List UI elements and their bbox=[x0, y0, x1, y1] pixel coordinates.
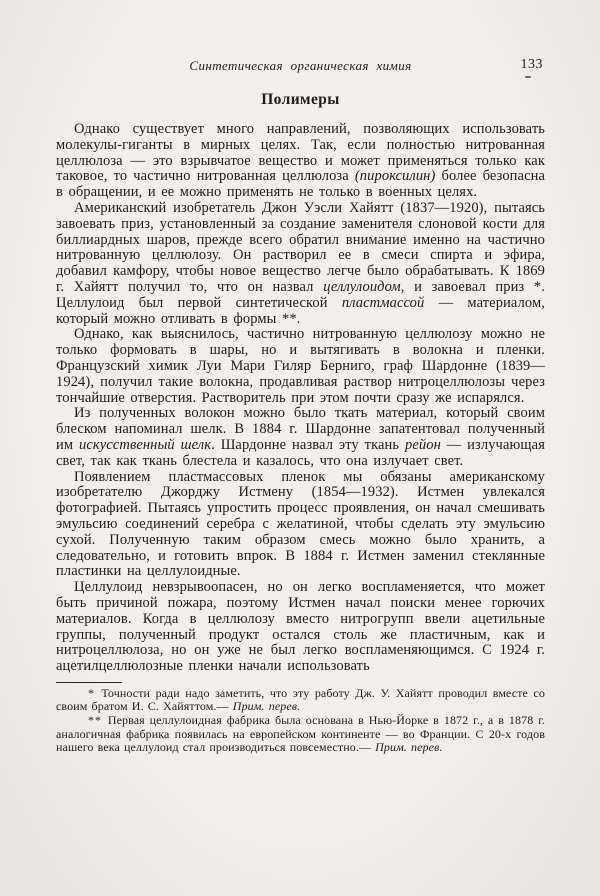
footnote-separator bbox=[56, 682, 122, 683]
text-run: Целлулоид невзрывоопасен, но он легко воспламеняется, что может быть причиной пожара, поэтому Истмен начал поиски менее горючих материалов. Когда в целлюлозу вместо нитрогрупп ввели ацетильные группы, полученный продукт остался столь же пластичным, как и нитроцеллюлоза, но он уже не был легко воспламеняющимся. С 1924 г. ацетилцеллюлозные пленки начали использовать bbox=[56, 579, 545, 675]
footnote-marker: ** bbox=[88, 713, 108, 728]
running-title: Синтетическая органическая химия bbox=[189, 58, 412, 73]
text-run: Из полученных волокон можно было ткать материал, который своим блеском напоминал шелк. В 1884 г. Шардонне запатентовал полученный им bbox=[56, 405, 545, 453]
text-run: более безопасна в обращении, и ее можно применять не только в военных целях. bbox=[56, 168, 545, 201]
paragraphs bbox=[56, 122, 545, 675]
page-number: 133 bbox=[520, 57, 543, 72]
text-run: (пироксилин) bbox=[354, 168, 436, 185]
text-run: — материалом, который можно отливать в формы **. bbox=[56, 294, 545, 327]
text-run: Американский изобретатель Джон Уэсли Хайятт (1837—1920), пытаясь завоевать приз, установленный за создание заменителя слоновой кости для биллиардных шаров, прежде всего обратил внимание именно на частично нитрованную целлюлозу. Он растворил ее в смеси спирта и эфира, добавил камфору, чтобы новое вещество легче было обрабатывать. К 1869 г. Хайятт получил то, что он назвал bbox=[56, 199, 545, 295]
footnote bbox=[56, 687, 545, 714]
page-content bbox=[56, 58, 545, 755]
paragraph bbox=[56, 201, 545, 327]
paragraph bbox=[56, 470, 545, 581]
text-run: целлулоидом bbox=[323, 278, 401, 295]
text-run: . Шардонне назвал эту ткань bbox=[211, 436, 405, 453]
text-run: рейон bbox=[404, 436, 441, 453]
text-run: Прим. перев. bbox=[375, 740, 443, 755]
footnotes bbox=[56, 687, 545, 755]
text-run: искусственный шелк bbox=[79, 436, 212, 453]
section-title: Полимеры bbox=[261, 91, 340, 108]
scan-artifact bbox=[525, 76, 531, 78]
text-run: Первая целлулоидная фабрика была основана в Нью-Йорке в 1872 г., а в 1878 г. аналогичная фабрика появилась на европейском континенте — во Франции. С 20-х годов нашего века целлулоид стал производиться повсеместно.— bbox=[56, 713, 545, 755]
text-run: Однако, как выяснилось, частично нитрованную целлюлозу можно не только формовать в шары, но и вытягивать в волокна и пленки. Французский химик Луи Мари Гиляр Берниго, граф Шардонне (1839—1924), получил такие волокна, продавливая раствор нитроцеллюлозы через тончайшие отверстия. Растворитель при этом почти сразу же испарялся. bbox=[56, 326, 545, 406]
text-run: , и завоевал приз *. Целлулоид был первой синтетической bbox=[56, 278, 546, 311]
text-run: — излучающая свет, так как ткань блестела и казалось, что она излучает свет. bbox=[56, 436, 545, 469]
text-run: Однако существует много направлений, позволяющих использовать молекулы-гиганты в мирных целях. Так, если полностью нитрованная целлюлоза — это взрывчатое вещество и может применяться только как таковое, то частично нитрованная целлюлоза bbox=[56, 121, 545, 185]
footnote-marker: * bbox=[88, 685, 102, 700]
paragraph bbox=[56, 122, 545, 201]
footnote bbox=[56, 714, 545, 755]
running-head bbox=[56, 58, 545, 74]
text-run: Прим. перев. bbox=[232, 699, 301, 714]
text-run: Точности ради надо заметить, что эту работу Дж. У. Хайятт проводил вместе со своим братом И. С. Хайяттом.— bbox=[56, 685, 545, 714]
paragraph bbox=[56, 580, 545, 675]
paragraph bbox=[56, 406, 545, 469]
text-run: Появлением пластмассовых пленок мы обязаны американскому изобретателю Джорджу Истмену (1854—1932). Истмен увлекался фотографией. Пытаясь упростить процесс проявления, он начал смешивать эмульсию соединений серебра с желатиной, чтобы сделать эту эмульсию сухой. Полученную таким образом смесь можно было хранить, а следовательно, и готовить впрок. В 1884 г. Истмен заменил стеклянные пластинки на целлулоидные. bbox=[56, 468, 545, 580]
text-run: пластмассой bbox=[341, 294, 425, 311]
paragraph bbox=[56, 327, 545, 406]
